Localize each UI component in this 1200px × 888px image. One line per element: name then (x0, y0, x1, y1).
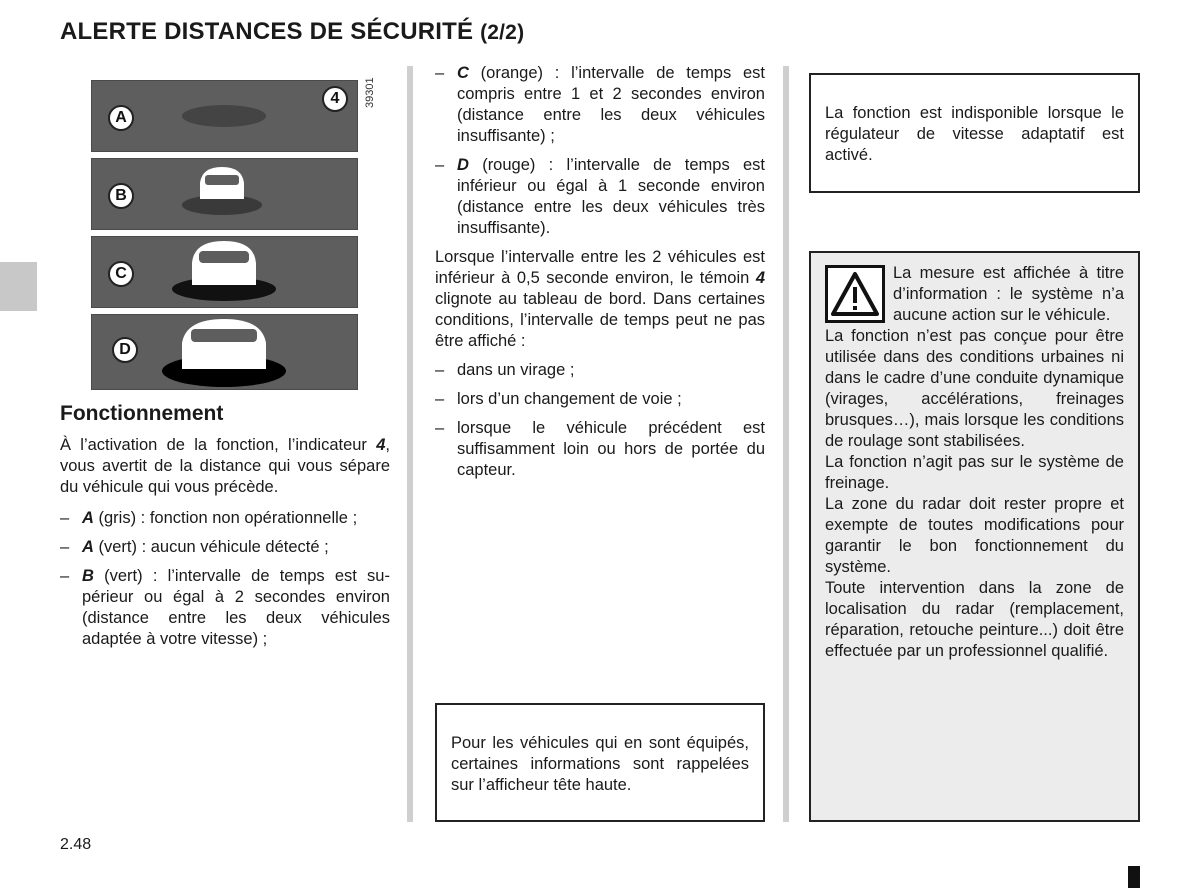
section-tab (0, 262, 37, 311)
section-heading: Fonctionnement (60, 402, 224, 425)
head-up-display-note (435, 703, 765, 822)
page-number: 2.48 (60, 836, 92, 853)
indicator-ref: 4 (376, 436, 386, 454)
callout-4: 4 (322, 86, 348, 112)
left-column-text (60, 435, 390, 650)
note-text: Pour les véhicules qui en sont équipés, certaines informations sont rappelées sur l’afficheur tête haute. (451, 734, 749, 794)
page-title (60, 18, 524, 46)
warning-paragraph: La fonction n’agit pas sur le système de freinage. (825, 453, 1124, 492)
middle-column-text (435, 63, 765, 481)
warning-paragraph: La fonction n’est pas conçue pour être utilisée dans des conditions urbaines ni dans le cadre d’une conduite dynamique (virages, accélérations, freinages brusques…), mais lorsque les conditions de roulage sont stabilisées. (825, 327, 1124, 450)
figure-code: 39301 (364, 77, 376, 108)
figure-panel-a (91, 80, 358, 152)
info-text: La fonction est indisponible lorsque le régulateur de vitesse adaptatif est activé. (825, 104, 1124, 164)
list-item: – dans un virage ; (435, 361, 575, 379)
intro-paragraph: À l’activation de la fonction, l’indicateur 4, vous avertit de la distance qui vous sépare du véhicule qui vous précède. (60, 436, 390, 496)
list-item: – lors d’un changement de voie ; (435, 390, 682, 408)
column-separator-left (407, 66, 413, 822)
list-item: – D (rouge) : l’intervalle de temps est inférieur ou égal à 1 seconde environ (distance entre les deux véhicules très insuffisante). (435, 156, 765, 237)
warning-paragraph: La zone du radar doit rester propre et exempte de toutes modifications pour garantir le bon fonctionnement du système. (825, 495, 1124, 576)
figure-panel-d (91, 314, 358, 390)
panel-label-c: C (108, 261, 134, 287)
list-item: – B (vert) : l’intervalle de temps est supérieur ou égal à 2 secondes environ (distance entre les deux véhicules adaptée à votre vitesse) ; (60, 567, 390, 648)
info-box (809, 73, 1140, 193)
panel-label-b: B (108, 183, 134, 209)
distance-alert-figure (91, 80, 358, 390)
list-item: – A (vert) : aucun véhicule détecté ; (60, 538, 329, 556)
column-separator-right (783, 66, 789, 822)
panel-label-d: D (112, 337, 138, 363)
page-edge-marker (1128, 866, 1140, 888)
figure-panel-b (91, 158, 358, 230)
list-item: – lorsque le véhicule précédent est suffisamment loin ou hors de portée du capteur. (435, 419, 765, 479)
warning-content (825, 263, 1124, 662)
panel-label-a: A (108, 105, 134, 131)
warning-paragraph: Toute intervention dans la zone de localisation du radar (remplacement, réparation, retouche peinture...) doit être effectuée par un professionnel qualifié. (825, 579, 1124, 660)
paragraph: Lorsque l’intervalle entre les 2 véhicules est inférieur à 0,5 seconde environ, le témoin 4 clignote au tableau de bord. Dans certaines conditions, l’intervalle de temps peut ne pas être affiché : (435, 248, 765, 350)
page-title-text: ALERTE DISTANCES DE SÉCURITÉ (60, 18, 474, 45)
figure-panel-c (91, 236, 358, 308)
warning-triangle-icon (825, 265, 885, 323)
page-title-suffix: (2/2) (480, 21, 525, 44)
list-item: – C (orange) : l’intervalle de temps est compris entre 1 et 2 secondes environ (distance entre les deux véhicules insuffisante) ; (435, 64, 765, 145)
warning-box (809, 251, 1140, 822)
warning-intro: La mesure est affichée à titre d’information : le système n’a aucune action sur le véhicule. (893, 264, 1124, 324)
list-item: – A (gris) : fonction non opérationnelle ; (60, 509, 358, 527)
